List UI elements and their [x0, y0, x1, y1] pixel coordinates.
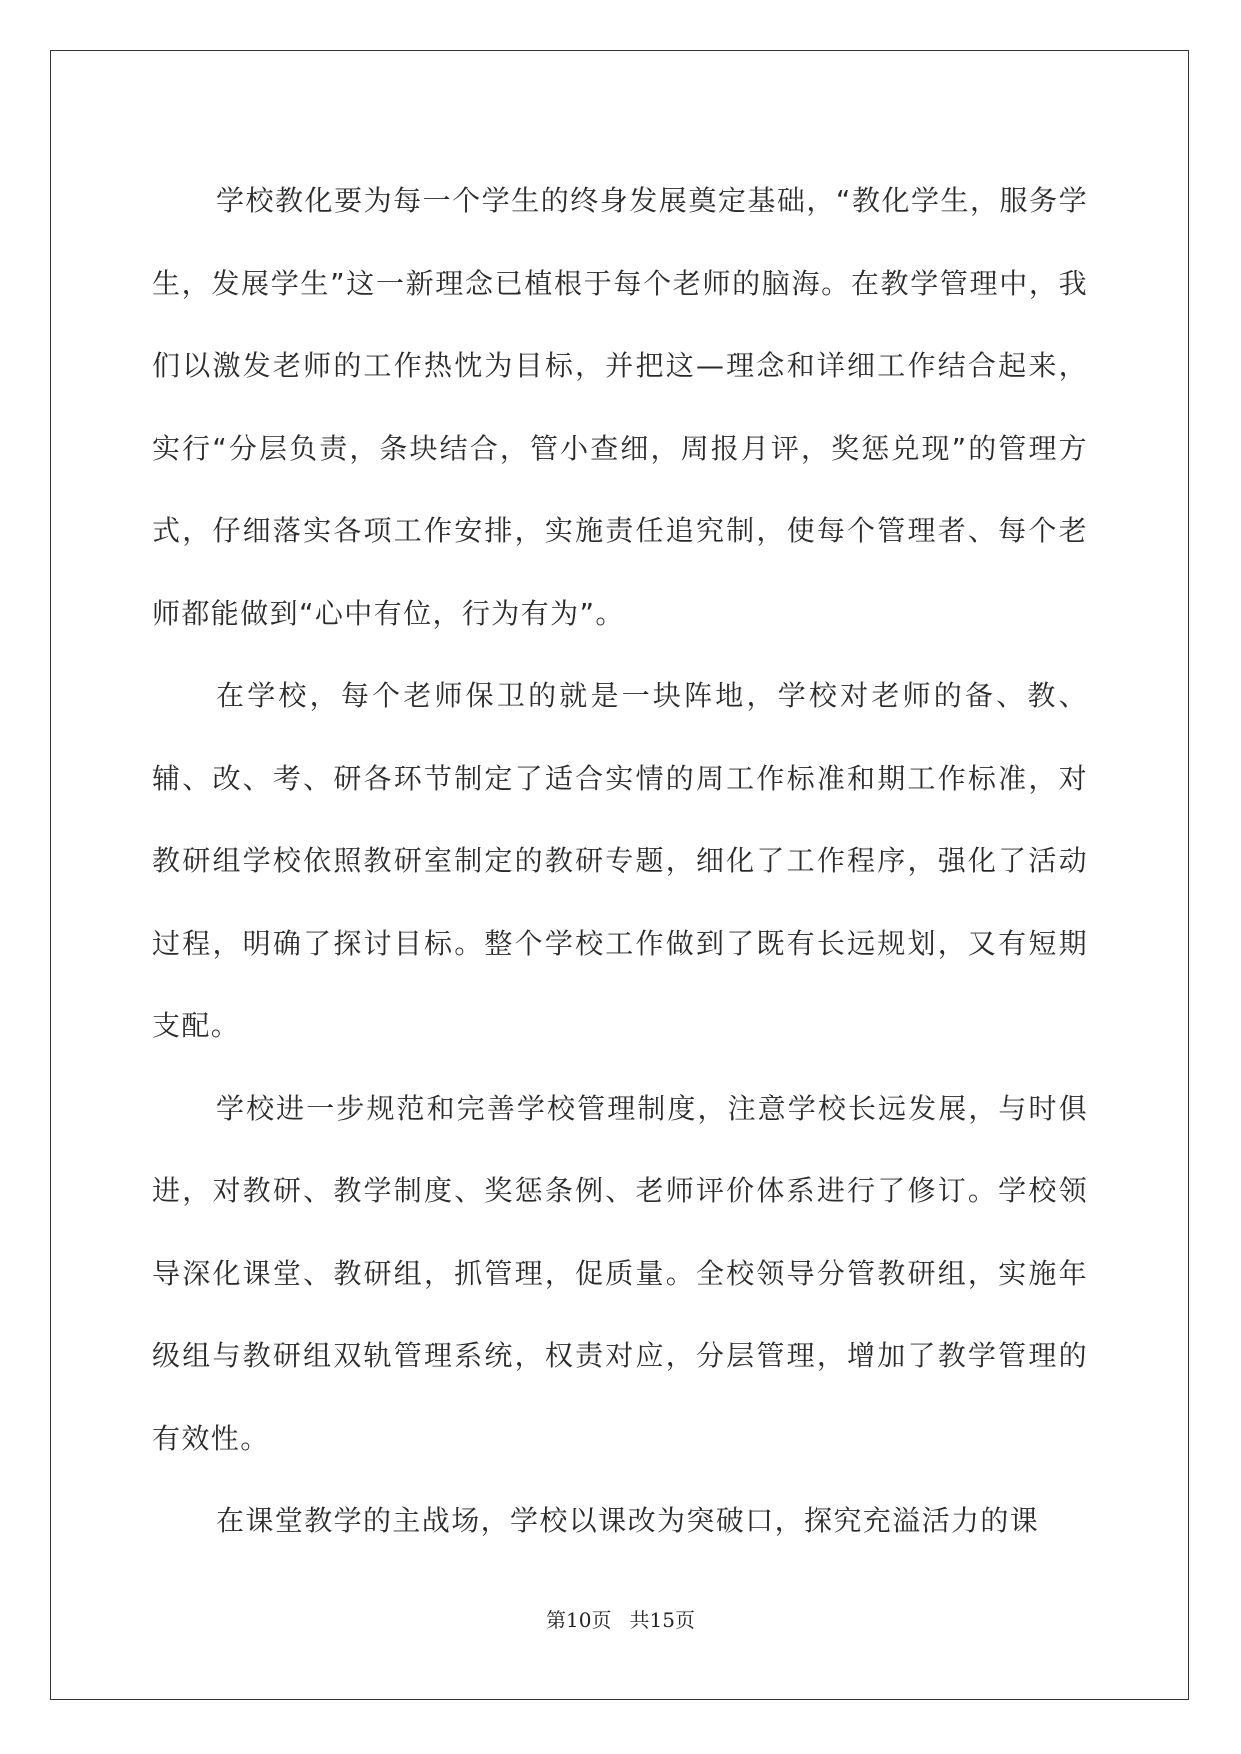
paragraph-4: 在课堂教学的主战场，学校以课改为突破口，探究充溢活力的课 [216, 1504, 1040, 1537]
total-pages: 共15页 [629, 1608, 695, 1632]
paragraph-2: 在学校，每个老师保卫的就是一块阵地，学校对老师的备、教、辅、改、考、研各环节制定了适合实情的周工作标准和期工作标准，对教研组学校依照教研室制定的教研专题，细化了工作程序，强化了活动过程，明确了探讨目标。整个学校工作做到了既有长远规划，又有短期支配。 [152, 679, 1088, 1042]
page-footer [0, 1604, 1241, 1633]
paragraph-3: 学校进一步规范和完善学校管理制度，注意学校长远发展，与时俱进，对教研、教学制度、奖惩条例、老师评价体系进行了修订。学校领导深化课堂、教研组，抓管理，促质量。全校领导分管教研组，实施年级组与教研组双轨管理系统，权责对应，分层管理，增加了教学管理的有效性。 [152, 1091, 1088, 1455]
current-page-number: 第10页 [546, 1608, 612, 1632]
paragraph-1: 学校教化要为每一个学生的终身发展奠定基础，“教化学生，服务学生，发展学生”这一新理念已植根于每个老师的脑海。在教学管理中，我们以激发老师的工作热忱为目标，并把这—理念和详细工作结合起来，实行“分层负责，条块结合，管小查细，周报月评，奖惩兑现”的管理方式，仔细落实各项工作安排，实施责任追究制，使每个管理者、每个老师都能做到“心中有位，行为有为”。 [152, 184, 1088, 630]
document-body [152, 160, 1088, 1563]
